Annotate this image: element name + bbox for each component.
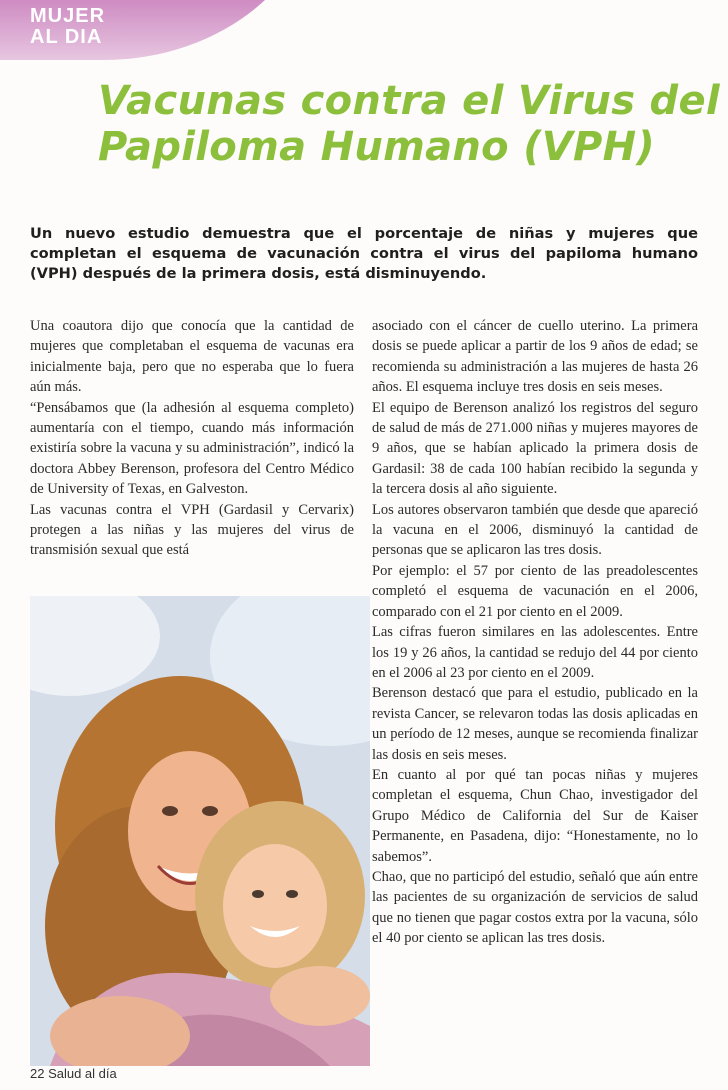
paragraph: Una coautora dijo que conocía que la cantidad de mujeres que completaban el esquema de vacunas era inicialmente baja, pero que no esperaba que lo fuera aún más. xyxy=(30,318,354,396)
paragraph: Las vacunas contra el VPH (Gardasil y Cervarix) protegen a las niñas y las mujeres del virus de transmisión sexual que está xyxy=(30,501,354,559)
article-title-line2: Papiloma Humano (VPH) xyxy=(98,124,656,170)
page-footer: 22 Salud al día xyxy=(30,1066,117,1081)
paragraph: En cuanto al por qué tan pocas niñas y mujeres completan el esquema, Chun Chao, investigador del Grupo Médico de California del Sur de Kaiser Permanente, en Pasadena, dijo: “Honestamente, no lo sabemos”. xyxy=(372,766,698,865)
article-title xyxy=(98,78,720,170)
column-right xyxy=(372,316,698,949)
article-title-line1: Vacunas contra el Virus del xyxy=(98,78,720,124)
paragraph: Por ejemplo: el 57 por ciento de las preadolescentes completó el esquema de vacunación en el 2006, comparado con el 21 por ciento en el 2009. xyxy=(372,562,698,620)
paragraph: Chao, que no participó del estudio, señaló que aún entre las pacientes de su organización de servicios de salud que no tienen que pagar costos extra por la vacuna, sólo el 40 por ciento se aplican las tres dosis. xyxy=(372,868,698,947)
paragraph: asociado con el cáncer de cuello uterino. La primera dosis se puede aplicar a partir de los 9 años de edad; se recomienda su administración a las mujeres de hasta 26 años. El esquema incluye tres dosis en seis meses. xyxy=(372,318,698,396)
photo-illustration xyxy=(30,596,370,1066)
article-photo xyxy=(30,596,370,1066)
article-lead: Un nuevo estudio demuestra que el porcentaje de niñas y mujeres que completan el esquema de vacunación contra el virus del papiloma humano (VPH) después de la primera dosis, está disminuyendo. xyxy=(30,225,698,282)
paragraph: Los autores observaron también que desde que apareció la vacuna en el 2006, disminuyó la cantidad de personas que se aplicaron las tres dosis. xyxy=(372,501,698,559)
column-left xyxy=(30,316,354,561)
paragraph: El equipo de Berenson analizó los registros del seguro de salud de más de 271.000 niñas y mujeres mayores de 9 años, que se habían aplicado la primera dosis de Gardasil: 38 de cada 100 habían recibido la segunda y la tercera dosis al año siguiente. xyxy=(372,399,698,498)
section-label-line1: MUJER xyxy=(30,5,106,27)
paragraph: Las cifras fueron similares en las adolescentes. Entre los 19 y 26 años, la cantidad se redujo del 44 por ciento en el 2006 al 23 por ciento en el 2009. xyxy=(372,624,698,681)
paragraph: “Pensábamos que (la adhesión al esquema completo) aumentaría con el tiempo, cuando más información existiría sobre la vacuna y su administración”, indicó la doctora Abbey Berenson, profesora del Centro Médico de University of Texas, en Galveston. xyxy=(30,399,354,498)
paragraph: Berenson destacó que para el estudio, publicado en la revista Cancer, se relevaron todas las dosis aplicadas en un período de 12 meses, aunque se recomienda finalizar las dosis en seis meses. xyxy=(372,685,698,763)
section-label xyxy=(30,6,105,48)
section-label-line2: AL DIA xyxy=(30,26,103,48)
